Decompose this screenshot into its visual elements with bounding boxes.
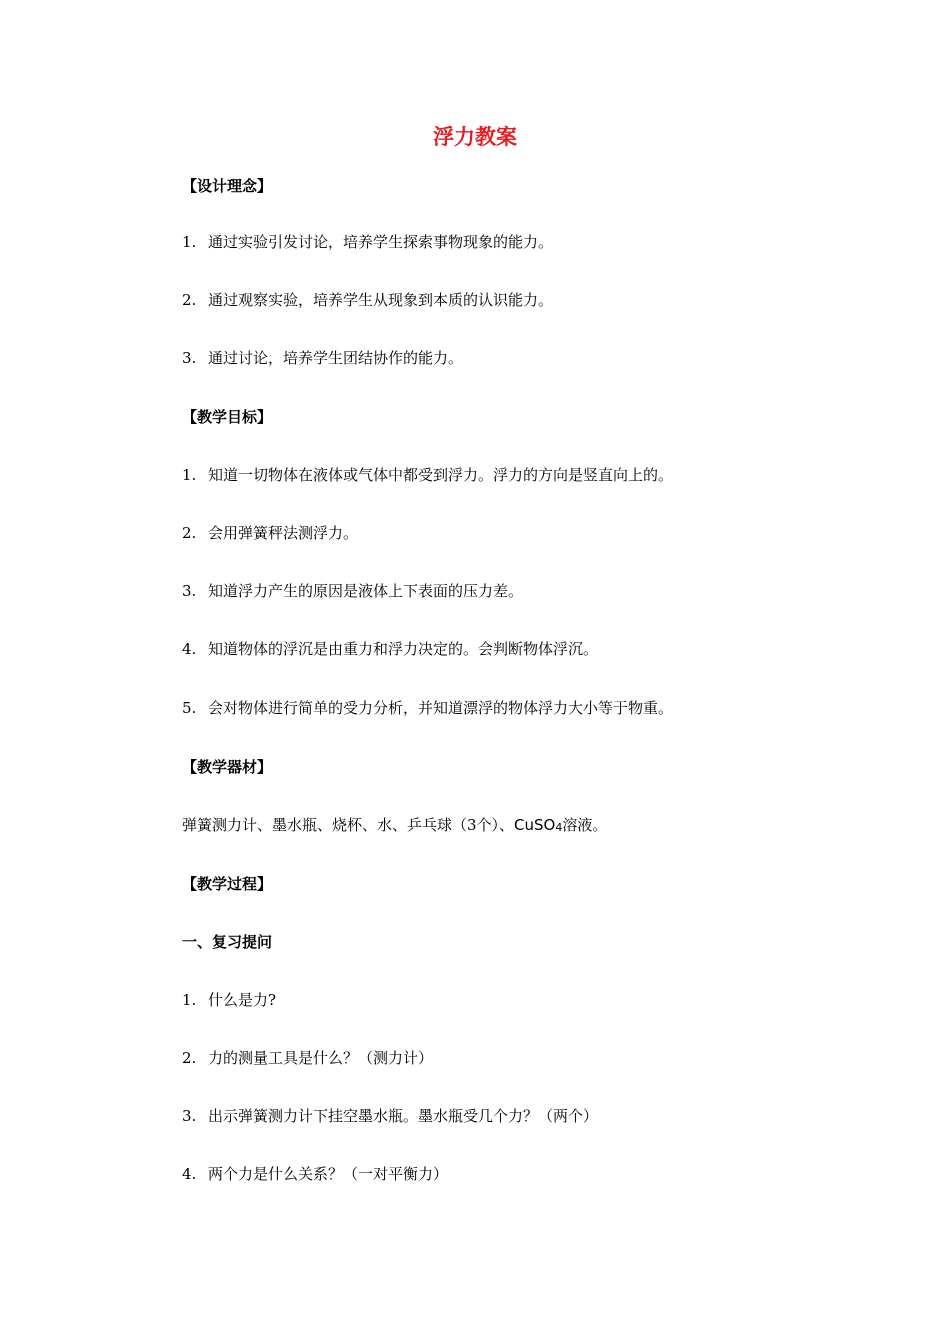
item-text: 知道物体的浮沉是由重力和浮力决定的。会判断物体浮沉。 <box>208 640 599 658</box>
item-text: 知道浮力产生的原因是液体上下表面的压力差。 <box>208 582 524 600</box>
item-text: 出示弹簧测力计下挂空墨水瓶。墨水瓶受几个力？（两个） <box>208 1107 599 1125</box>
item-text: 通过讨论，培养学生团结协作的能力。 <box>208 349 464 367</box>
item-number: 2. <box>182 524 197 542</box>
heading-materials: 【教学器材】 <box>182 758 273 776</box>
list-item <box>182 696 673 720</box>
list-item <box>182 1046 433 1070</box>
heading-process: 【教学过程】 <box>182 875 273 893</box>
item-text: 会对物体进行简单的受力分析，并知道漂浮的物体浮力大小等于物重。 <box>208 699 674 717</box>
item-number: 2. <box>182 1049 197 1067</box>
item-number: 1. <box>182 233 197 251</box>
item-text: 什么是力? <box>208 991 277 1009</box>
materials-list: 弹簧测力计、墨水瓶、烧杯、水、乒乓球（3个）、 <box>182 816 515 834</box>
materials-text <box>182 813 607 840</box>
document-title: 浮力教案 <box>433 125 517 149</box>
materials-suffix: 溶液。 <box>562 816 608 834</box>
item-number: 5. <box>182 699 197 717</box>
subheading-review: 一、复习提问 <box>182 933 273 951</box>
item-number: 4. <box>182 640 197 658</box>
item-number: 3. <box>182 582 197 600</box>
item-number: 2. <box>182 291 197 309</box>
heading-teaching-goals: 【教学目标】 <box>182 408 273 426</box>
list-item <box>182 1104 598 1128</box>
item-text: 通过观察实验，培养学生从现象到本质的认识能力。 <box>208 291 554 309</box>
list-item <box>182 230 553 254</box>
item-text: 知道一切物体在液体或气体中都受到浮力。浮力的方向是竖直向上的。 <box>208 466 674 484</box>
item-text: 会用弹簧秤法测浮力。 <box>208 524 359 542</box>
item-number: 4. <box>182 1165 197 1183</box>
item-number: 3. <box>182 349 197 367</box>
item-text: 力的测量工具是什么？（测力计） <box>208 1049 434 1067</box>
list-item <box>182 288 553 312</box>
list-item <box>182 346 463 370</box>
item-number: 1. <box>182 991 197 1009</box>
list-item <box>182 1162 448 1186</box>
list-item <box>182 988 276 1012</box>
chemical-formula: CuSO$_4$ <box>514 816 563 834</box>
item-text: 通过实验引发讨论，培养学生探索事物现象的能力。 <box>208 233 554 251</box>
list-item <box>182 637 598 661</box>
list-item <box>182 463 673 487</box>
item-number: 1. <box>182 466 197 484</box>
list-item <box>182 579 523 603</box>
heading-design-concept: 【设计理念】 <box>182 177 273 195</box>
item-text: 两个力是什么关系？（一对平衡力） <box>208 1165 449 1183</box>
list-item <box>182 521 358 545</box>
item-number: 3. <box>182 1107 197 1125</box>
